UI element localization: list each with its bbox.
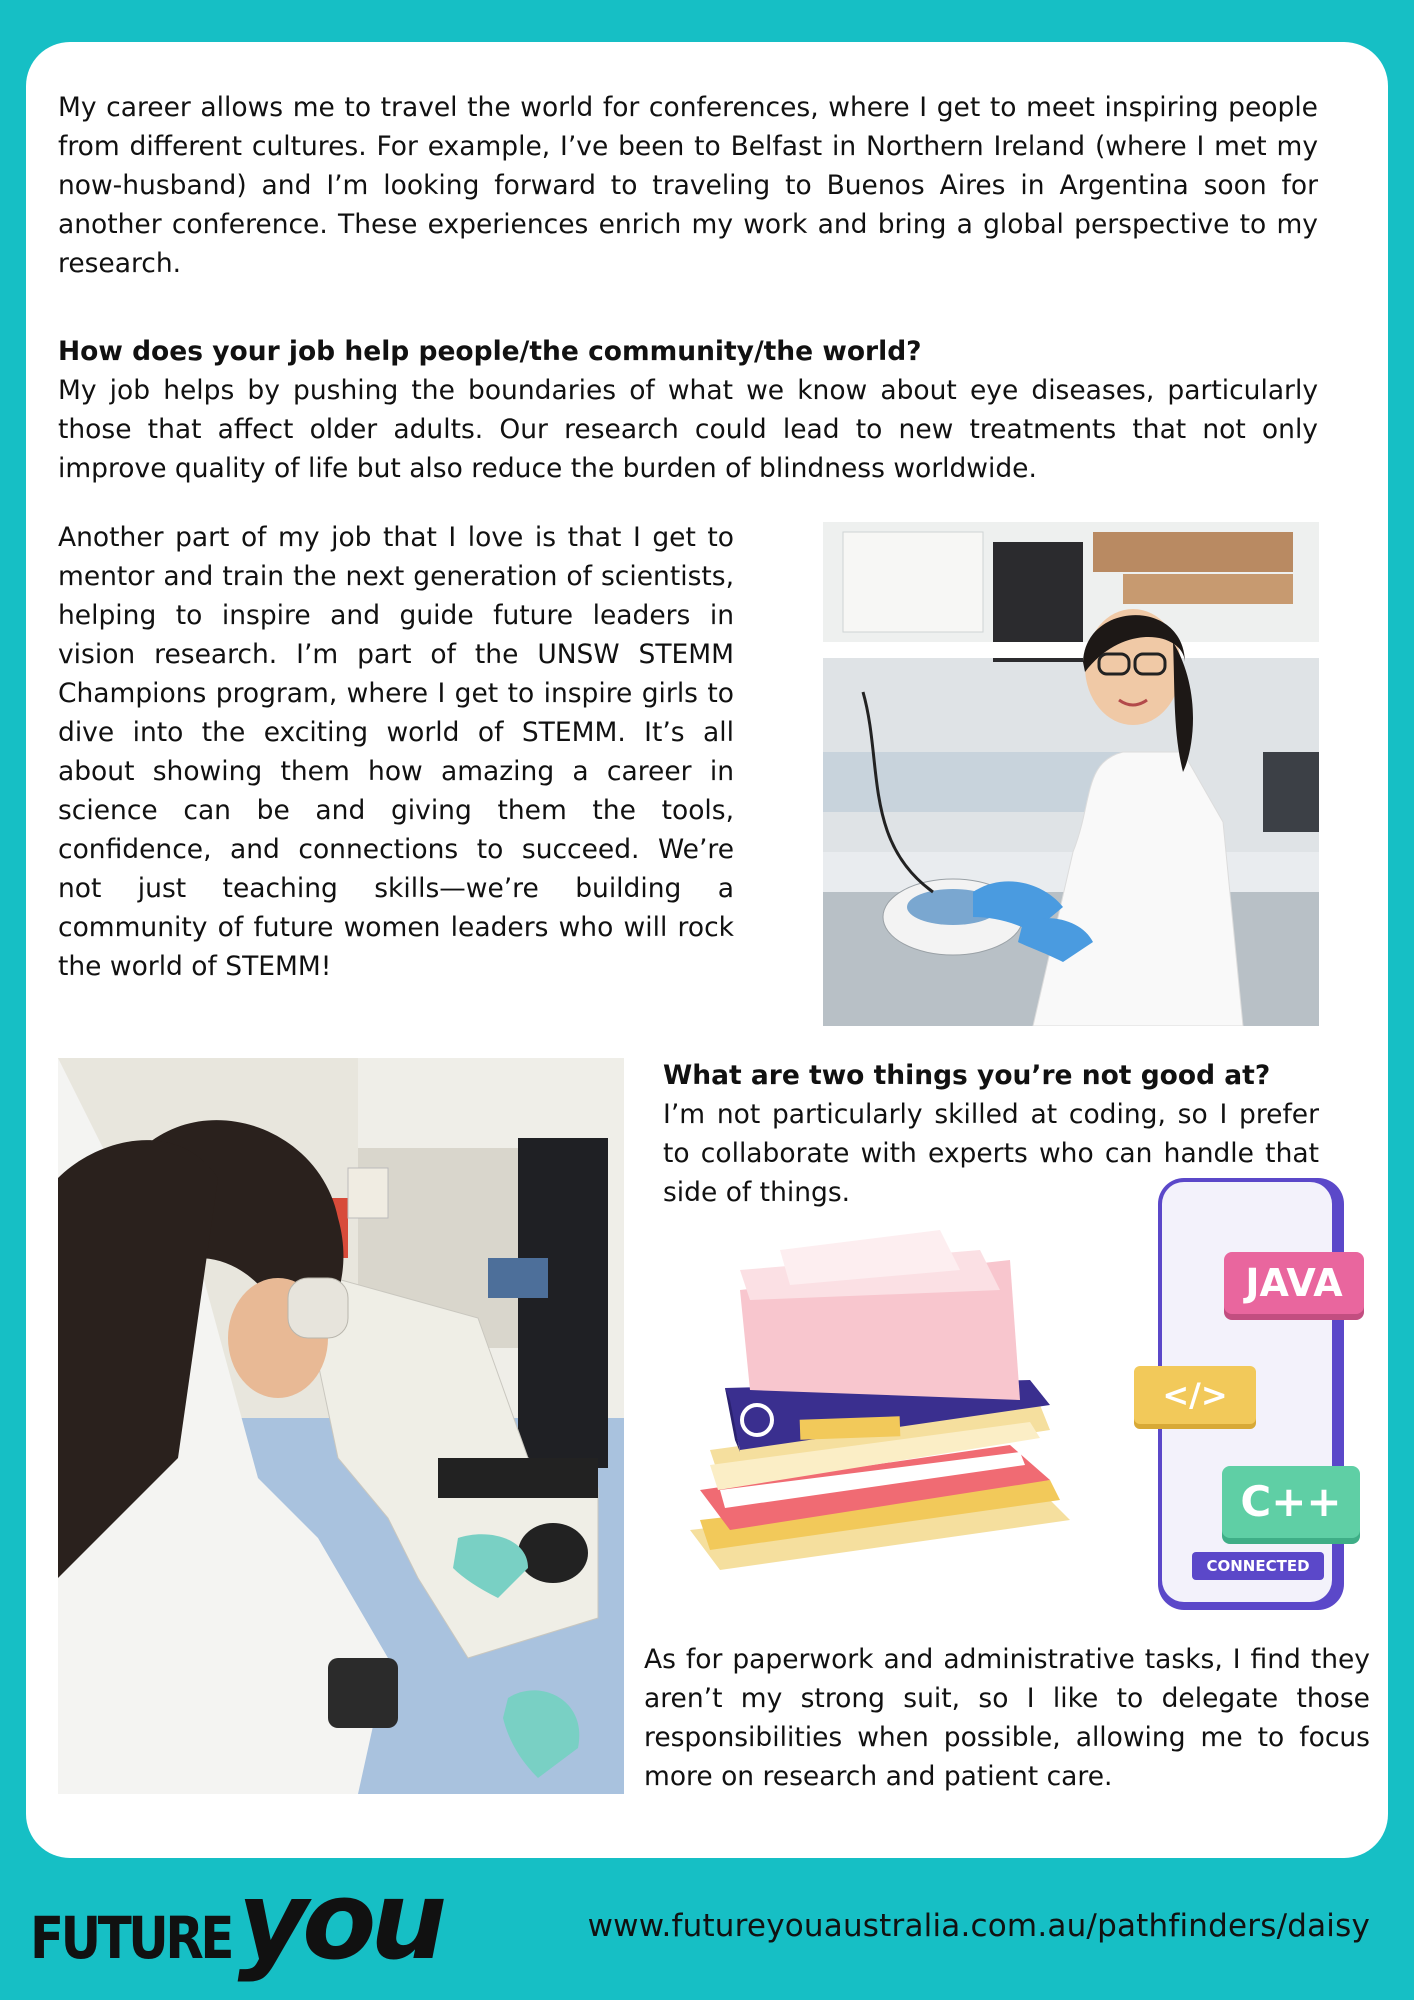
lab-portrait-photo [823,522,1319,1026]
answer-paperwork: As for paperwork and administrative tasks, I find they aren’t my strong suit, so I like to delegate those responsibilities when possible, allowing me to focus more on research and patient care. [644,1644,1370,1792]
question-help-community: How does your job help people/the community/the world? [58,336,922,367]
books-and-code-illustration [680,1190,1370,1630]
microscope-photo [58,1058,624,1794]
code-tag-label: </> [1134,1366,1256,1424]
connected-label: CONNECTED [1192,1552,1324,1580]
logo-you-text: you [237,1859,442,1984]
cpp-label: C++ [1222,1466,1360,1538]
intro-paragraph: My career allows me to travel the world for conferences, where I get to meet inspiring people from different cultures. For example, I’ve been to Belfast in Northern Ireland (where I met my now-husband) and I’m looking forward to traveling to Buenos Aires in Argentina soon for another conference. These experiences enrich my work and bring a global perspective to my research. [58,92,1318,279]
futureyou-logo [30,1859,442,1984]
logo-future-text: FUTURE [30,1904,231,1972]
java-label: JAVA [1224,1252,1364,1314]
question-not-good-at: What are two things you’re not good at? [663,1060,1271,1091]
footer-url[interactable]: www.futureyouaustralia.com.au/pathfinders/daisy [587,1908,1370,1944]
mentor-paragraph: Another part of my job that I love is that I get to mentor and train the next generation of scientists, helping to inspire and guide future leaders in vision research. I’m part of the UNSW STEMM Champions program, where I get to inspire girls to dive into the exciting world of STEMM. It’s all about showing them how amazing a career in science can be and giving them the tools, confidence, and connections to succeed. We’re not just teaching skills—we’re building a community of future women leaders who will rock the world of STEMM! [58,522,734,982]
answer-help-community: My job helps by pushing the boundaries of what we know about eye diseases, particularly those that affect older adults. Our research could lead to new treatments that not only improve quality of life but also reduce the burden of blindness worldwide. [58,375,1318,484]
answer-coding: I’m not particularly skilled at coding, so I prefer to collaborate with experts who can handle that side of things. [663,1099,1319,1208]
